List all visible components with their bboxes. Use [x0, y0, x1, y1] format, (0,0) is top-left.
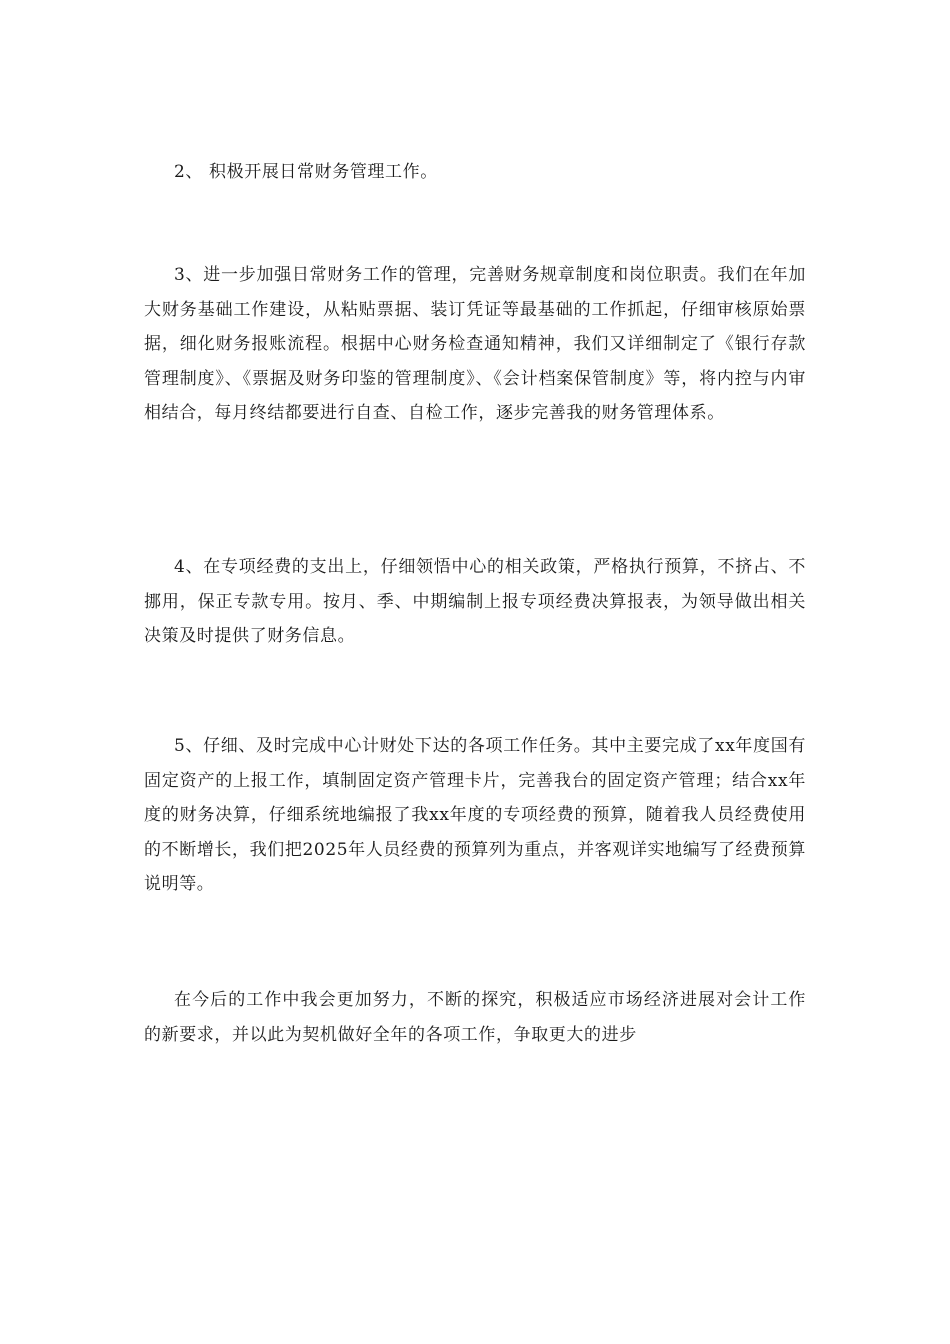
- paragraph-item-5: 5、仔细、及时完成中心计财处下达的各项工作任务。其中主要完成了xx年度国有固定资产的上报工作，填制固定资产管理卡片，完善我台的固定资产管理；结合xx年度的财务决算，仔细系统地编报了我xx年度的专项经费的预算，随着我人员经费使用的不断增长，我们把2025年人员经费的预算列为重点，并客观详实地编写了经费预算说明等。: [144, 736, 806, 894]
- paragraph-item-2: 2、 积极开展日常财务管理工作。: [174, 162, 438, 182]
- closing-paragraph: 在今后的工作中我会更加努力，不断的探究，积极适应市场经济进展对会计工作的新要求，并以此为契机做好全年的各项工作，争取更大的进步: [144, 990, 806, 1045]
- paragraph-item-3: 3、进一步加强日常财务工作的管理，完善财务规章制度和岗位职责。我们在年加大财务基础工作建设，从粘贴票据、装订凭证等最基础的工作抓起，仔细审核原始票据，细化财务报账流程。根据中心财务检查通知精神，我们又详细制定了《银行存款管理制度》、《票据及财务印鉴的管理制度》、《会计档案保管制度》等，将内控与内审相结合，每月终结都要进行自查、自检工作，逐步完善我的财务管理体系。: [144, 265, 806, 423]
- paragraph-item-4: 4、在专项经费的支出上，仔细领悟中心的相关政策，严格执行预算，不挤占、不挪用，保正专款专用。按月、季、中期编制上报专项经费决算报表，为领导做出相关决策及时提供了财务信息。: [144, 557, 806, 646]
